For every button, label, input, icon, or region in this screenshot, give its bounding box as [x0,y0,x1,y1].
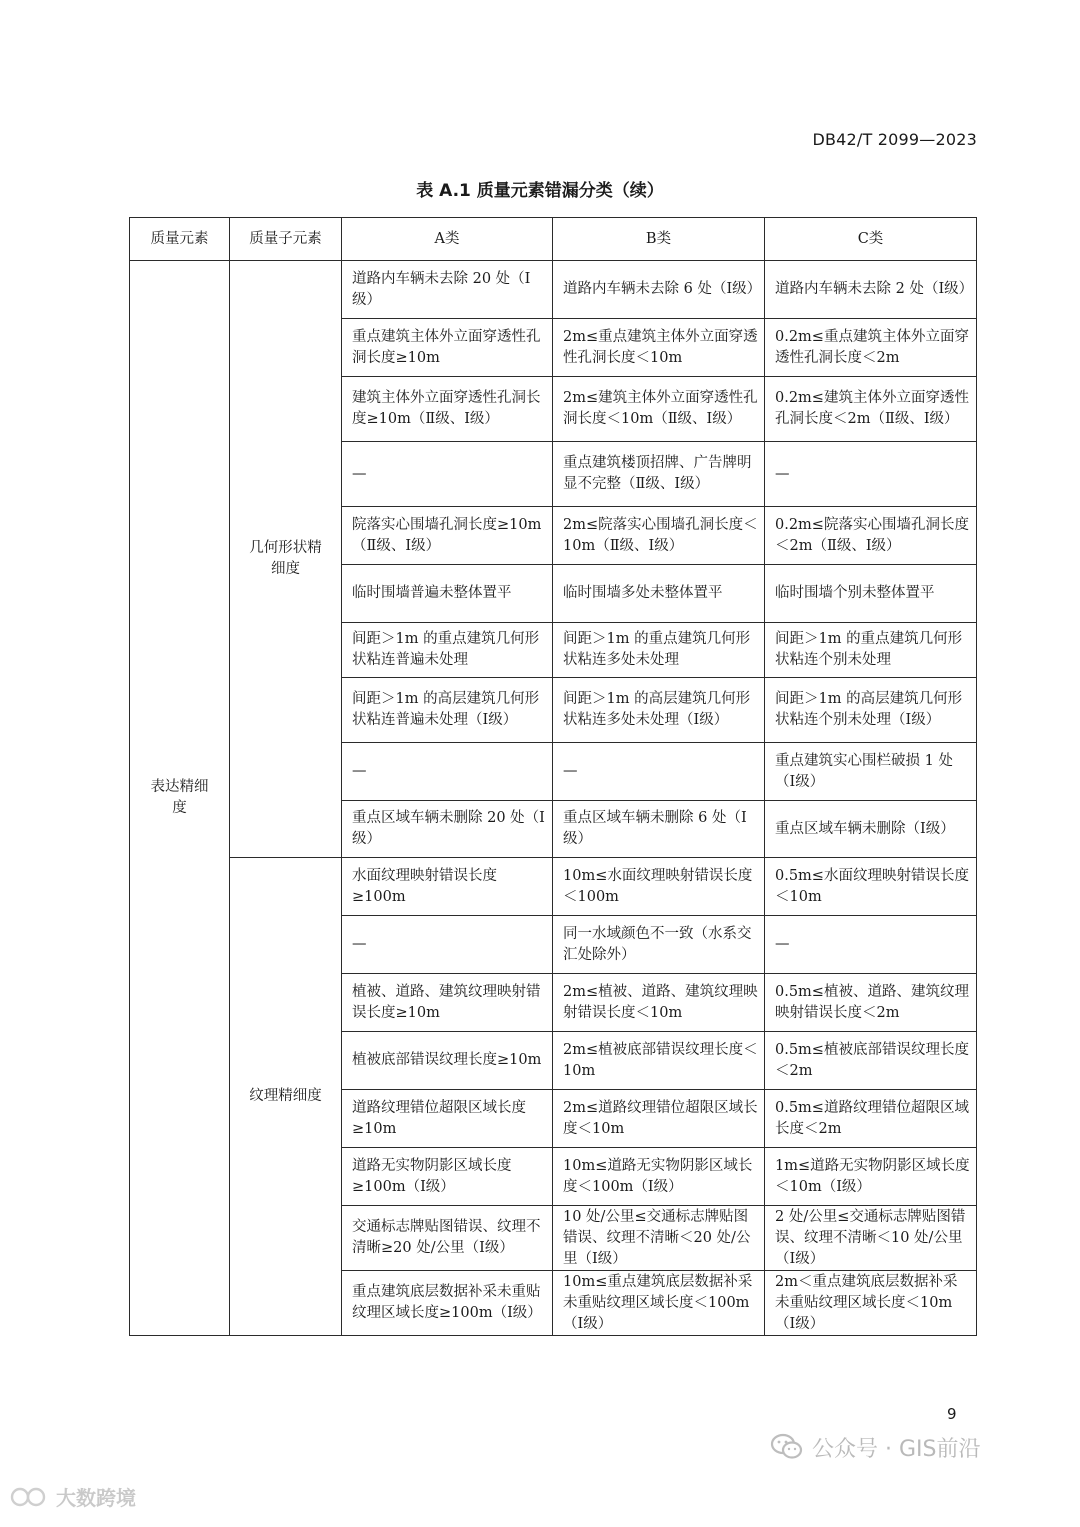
col-header: B类 [553,218,765,261]
b-cell: 2m≤植被底部错误纹理长度＜10m [553,1032,765,1090]
a-cell: — [342,442,553,507]
c-cell: 2m＜重点建筑底层数据补采未重贴纹理区域长度＜10m（Ⅰ级） [765,1271,977,1336]
b-cell: 2m≤道路纹理错位超限区域长度＜10m [553,1090,765,1148]
wechat-icon [770,1432,804,1462]
table-title: 表 A.1 质量元素错漏分类（续） [416,181,664,201]
c-cell: — [765,442,977,507]
a-cell: 道路内车辆未去除 20 处（Ⅰ级） [342,261,553,319]
b-cell: 2m≤院落实心围墙孔洞长度＜10m（Ⅱ级、Ⅰ级） [553,507,765,565]
c-cell: 0.5m≤植被、道路、建筑纹理映射错误长度＜2m [765,974,977,1032]
c-cell: 1m≤道路无实物阴影区域长度＜10m（Ⅰ级） [765,1148,977,1206]
b-cell: 同一水域颜色不一致（水系交汇处除外） [553,916,765,974]
a-cell: 植被、道路、建筑纹理映射错误长度≥10m [342,974,553,1032]
c-cell: 0.5m≤植被底部错误纹理长度＜2m [765,1032,977,1090]
a-cell: 重点区域车辆未删除 20 处（Ⅰ级） [342,801,553,858]
b-cell: 10m≤水面纹理映射错误长度＜100m [553,858,765,916]
quality-element-cell: 表达精细度 [130,261,230,1336]
watermark-wechat [770,1430,980,1464]
b-cell: 临时围墙多处未整体置平 [553,565,765,623]
c-cell: 0.5m≤道路纹理错位超限区域长度＜2m [765,1090,977,1148]
a-cell: 交通标志牌贴图错误、纹理不清晰≥20 处/公里（Ⅰ级） [342,1206,553,1271]
col-header: 质量元素 [130,218,230,261]
a-cell: — [342,916,553,974]
c-cell: 0.2m≤重点建筑主体外立面穿透性孔洞长度＜2m [765,319,977,377]
b-cell: 间距＞1m 的高层建筑几何形状粘连多处未处理（Ⅰ级） [553,678,765,743]
c-cell: 0.5m≤水面纹理映射错误长度＜10m [765,858,977,916]
a-cell: 间距＞1m 的重点建筑几何形状粘连普遍未处理 [342,623,553,678]
a-cell: 间距＞1m 的高层建筑几何形状粘连普遍未处理（Ⅰ级） [342,678,553,743]
c-cell: 道路内车辆未去除 2 处（Ⅰ级） [765,261,977,319]
b-cell: 重点区域车辆未删除 6 处（Ⅰ级） [553,801,765,858]
b-cell: 2m≤重点建筑主体外立面穿透性孔洞长度＜10m [553,319,765,377]
c-cell: 间距＞1m 的重点建筑几何形状粘连个别未处理 [765,623,977,678]
b-cell: 间距＞1m 的重点建筑几何形状粘连多处未处理 [553,623,765,678]
c-cell: 间距＞1m 的高层建筑几何形状粘连个别未处理（Ⅰ级） [765,678,977,743]
b-cell: — [553,743,765,801]
a-cell: 院落实心围墙孔洞长度≥10m（Ⅱ级、Ⅰ级） [342,507,553,565]
c-cell: 临时围墙个别未整体置平 [765,565,977,623]
c-cell: 重点区域车辆未删除（Ⅰ级） [765,801,977,858]
page-number: 9 [947,1405,957,1423]
table-row [130,261,977,319]
b-cell: 10m≤道路无实物阴影区域长度＜100m（Ⅰ级） [553,1148,765,1206]
col-header: A类 [342,218,553,261]
b-cell: 10m≤重点建筑底层数据补采未重贴纹理区域长度＜100m（Ⅰ级） [553,1271,765,1336]
b-cell: 2m≤建筑主体外立面穿透性孔洞长度＜10m（Ⅱ级、Ⅰ级） [553,377,765,442]
a-cell: 重点建筑主体外立面穿透性孔洞长度≥10m [342,319,553,377]
c-cell: 0.2m≤院落实心围墙孔洞长度＜2m（Ⅱ级、Ⅰ级） [765,507,977,565]
a-cell: 道路纹理错位超限区域长度≥10m [342,1090,553,1148]
col-header: C类 [765,218,977,261]
a-cell: 重点建筑底层数据补采未重贴纹理区域长度≥100m（Ⅰ级） [342,1271,553,1336]
a-cell: 水面纹理映射错误长度≥100m [342,858,553,916]
table-header-row [130,218,977,261]
c-cell: — [765,916,977,974]
col-header: 质量子元素 [230,218,342,261]
brand-logo-icon [10,1484,50,1510]
a-cell: 临时围墙普遍未整体置平 [342,565,553,623]
quality-table [129,217,977,1336]
standard-code: DB42/T 2099—2023 [812,130,977,149]
c-cell: 2 处/公里≤交通标志牌贴图错误、纹理不清晰＜10 处/公里（Ⅰ级） [765,1206,977,1271]
sub-element-cell: 纹理精细度 [230,858,342,1336]
c-cell: 0.2m≤建筑主体外立面穿透性孔洞长度＜2m（Ⅱ级、Ⅰ级） [765,377,977,442]
b-cell: 2m≤植被、道路、建筑纹理映射错误长度＜10m [553,974,765,1032]
a-cell: 植被底部错误纹理长度≥10m [342,1032,553,1090]
b-cell: 重点建筑楼顶招牌、广告牌明显不完整（Ⅱ级、Ⅰ级） [553,442,765,507]
watermark-text: 公众号 · GIS前沿 [812,1436,981,1462]
brand-text: 大数跨境 [56,1486,136,1510]
a-cell: 道路无实物阴影区域长度≥100m（Ⅰ级） [342,1148,553,1206]
sub-element-cell: 几何形状精细度 [230,261,342,858]
table-row [130,858,977,916]
b-cell: 10 处/公里≤交通标志牌贴图错误、纹理不清晰＜20 处/公里（Ⅰ级） [553,1206,765,1271]
c-cell: 重点建筑实心围栏破损 1 处（Ⅰ级） [765,743,977,801]
a-cell: 建筑主体外立面穿透性孔洞长度≥10m（Ⅱ级、Ⅰ级） [342,377,553,442]
watermark-brand [10,1482,136,1511]
a-cell: — [342,743,553,801]
b-cell: 道路内车辆未去除 6 处（Ⅰ级） [553,261,765,319]
